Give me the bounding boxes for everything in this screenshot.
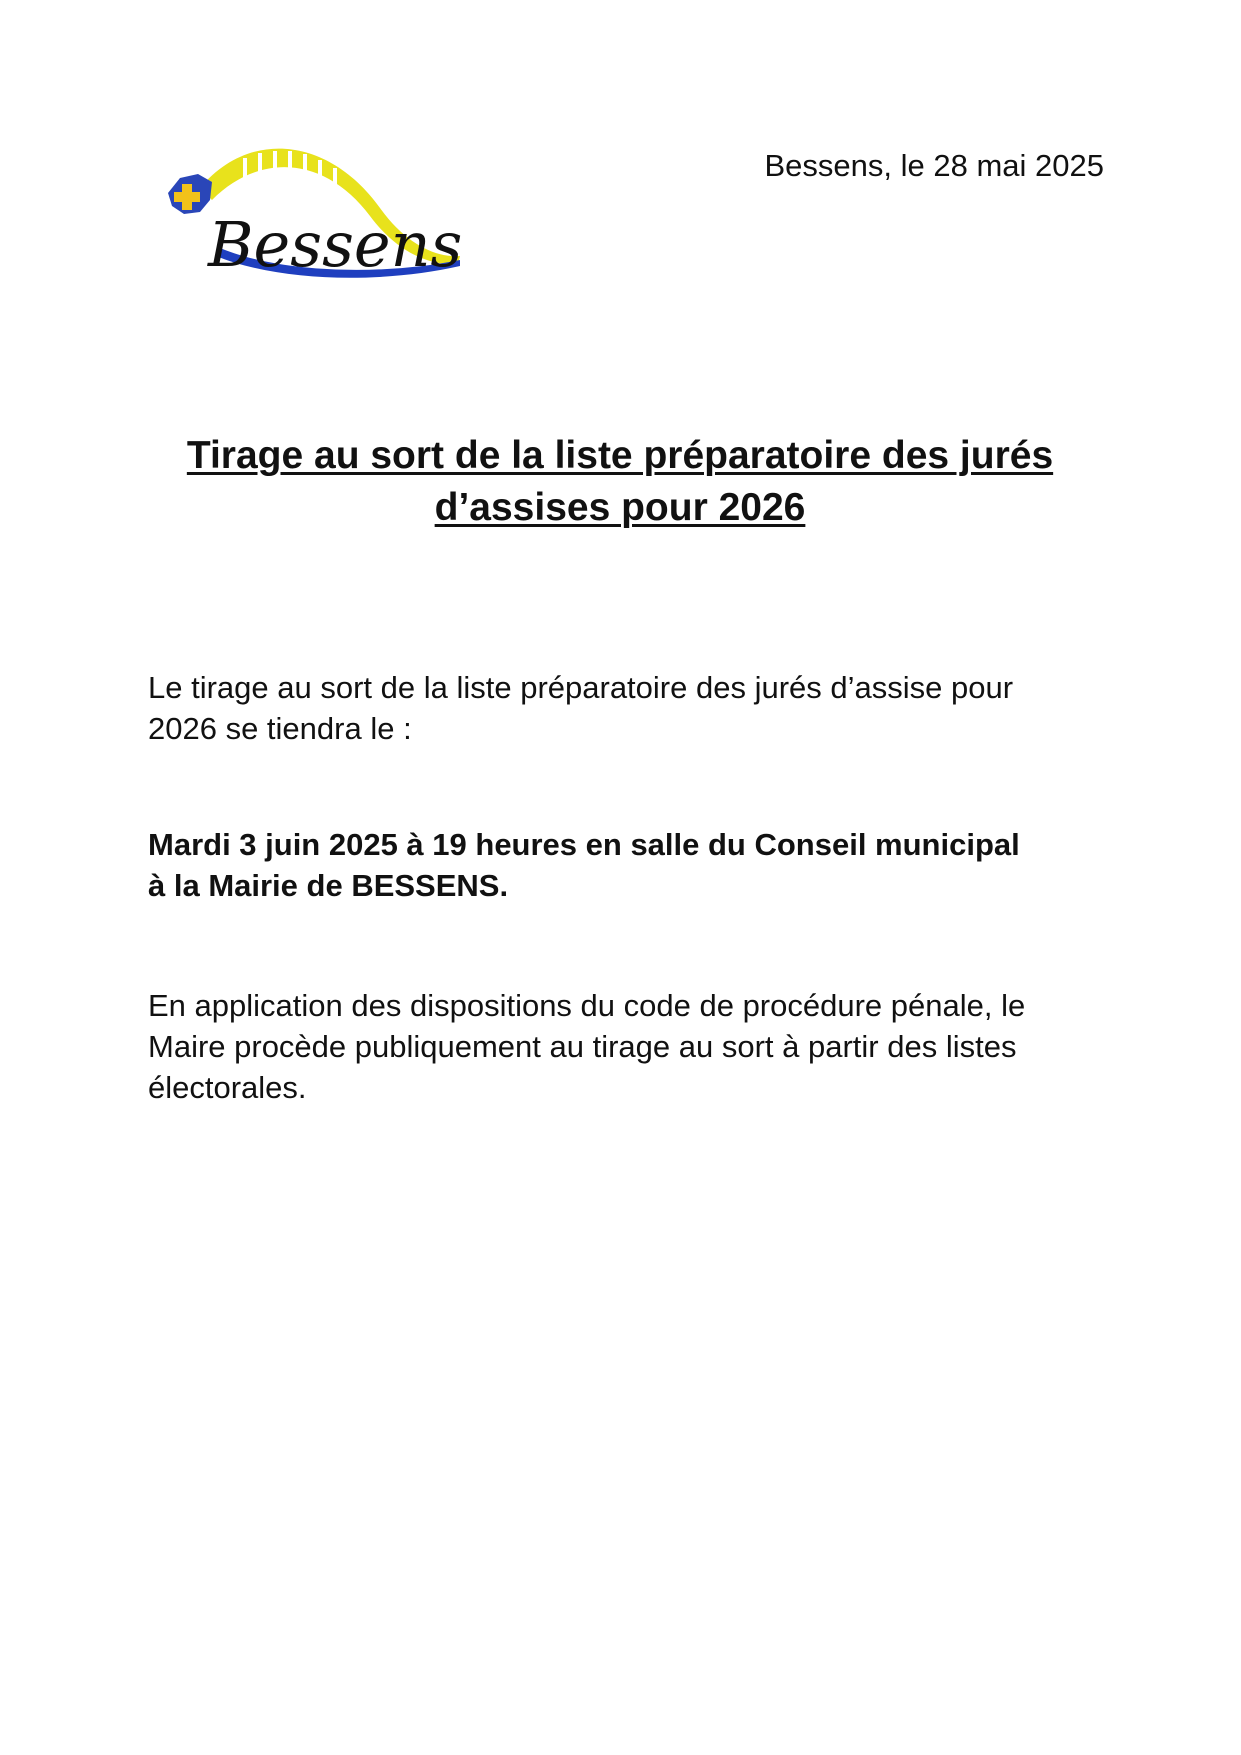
paragraph-line: En application des dispositions du code de procédure pénale, le (148, 988, 1026, 1023)
intro-paragraph (148, 667, 1108, 749)
logo-graphic (160, 148, 480, 298)
paragraph-line: Le tirage au sort de la liste préparatoire des jurés d’assise pour (148, 670, 1014, 705)
paragraph-line: Maire procède publiquement au tirage au sort à partir des listes (148, 1029, 1017, 1064)
paragraph-line: Mardi 3 juin 2025 à 19 heures en salle du Conseil municipal (148, 827, 1020, 862)
title-line-2: d’assises pour 2026 (434, 486, 806, 529)
paragraph-line: à la Mairie de BESSENS. (148, 868, 509, 903)
event-details-paragraph (148, 824, 1108, 906)
title-line-1: Tirage au sort de la liste préparatoire des jurés (186, 434, 1054, 477)
page-title (130, 430, 1110, 534)
bessens-logo (160, 148, 480, 298)
date-line: Bessens, le 28 mai 2025 (764, 148, 1104, 183)
legal-paragraph (148, 985, 1108, 1108)
paragraph-line: 2026 se tiendra le : (148, 711, 412, 746)
paragraph-line: électorales. (148, 1070, 307, 1105)
logo-wordmark: Bessens (208, 208, 463, 281)
